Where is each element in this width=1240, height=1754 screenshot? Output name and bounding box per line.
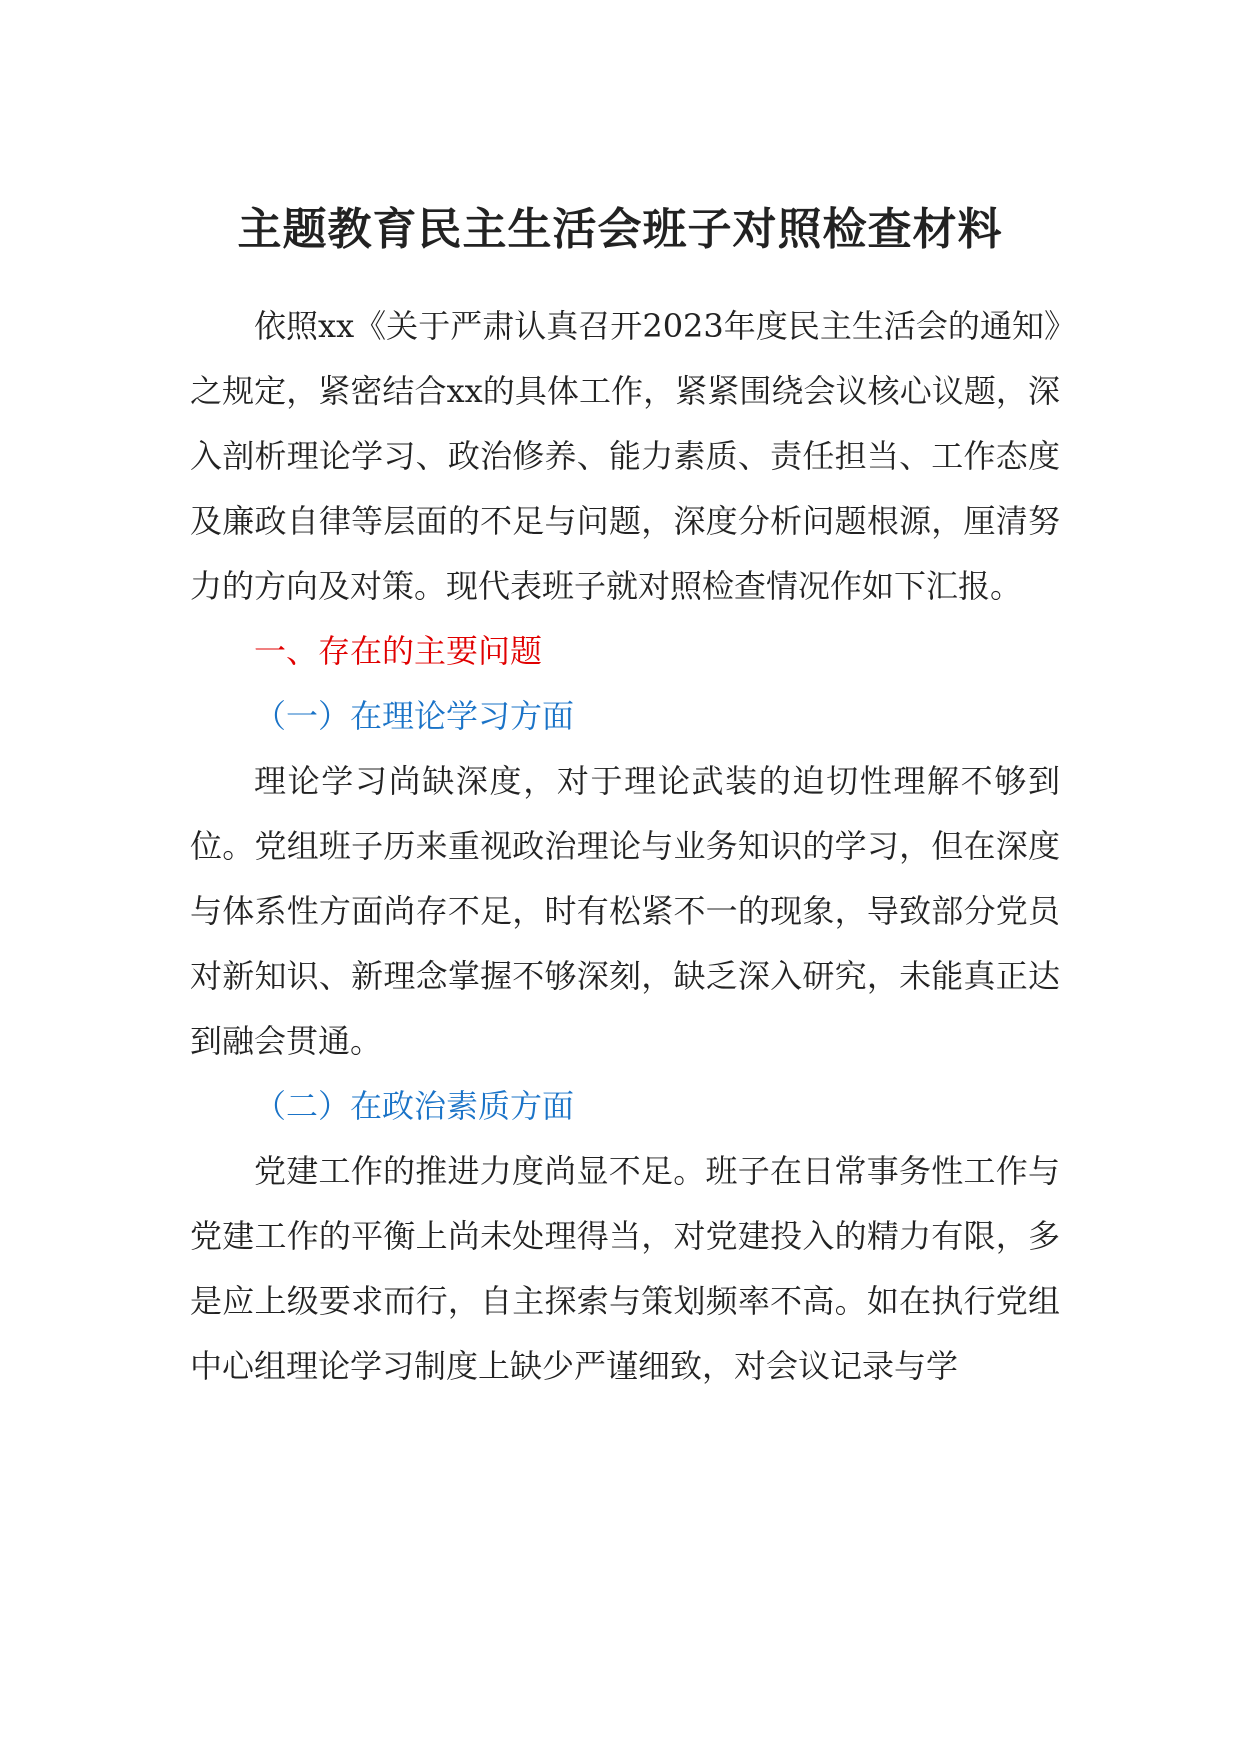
subheading-theory-study: （一）在理论学习方面 [254,697,575,735]
theory-study-paragraph: 理论学习尚缺深度，对于理论武装的迫切性理解不够到位。党组班子历来重视政治理论与业务知识的学习，但在深度与体系性方面尚存不足，时有松紧不一的现象，导致部分党员对新知识、新理念掌握不够深刻，缺乏深入研究，未能真正达到融会贯通。 [190,762,1060,1060]
section-heading-main-problems: 一、存在的主要问题 [254,632,543,670]
document-title: 主题教育民主生活会班子对照检查材料 [237,204,1003,255]
subheading-political-quality: （二）在政治素质方面 [254,1087,575,1125]
document-body [190,294,1060,1399]
political-quality-paragraph: 党建工作的推进力度尚显不足。班子在日常事务性工作与党建工作的平衡上尚未处理得当，对党建投入的精力有限，多是应上级要求而行，自主探索与策划频率不高。如在执行党组中心组理论学习制度上缺少严谨细致，对会议记录与学 [190,1152,1060,1385]
intro-paragraph: 依照xx《关于严肃认真召开2023年度民主生活会的通知》之规定，紧密结合xx的具体工作，紧紧围绕会议核心议题，深入剖析理论学习、政治修养、能力素质、责任担当、工作态度及廉政自律等层面的不足与问题，深度分析问题根源，厘清努力的方向及对策。现代表班子就对照检查情况作如下汇报。 [190,307,1060,605]
